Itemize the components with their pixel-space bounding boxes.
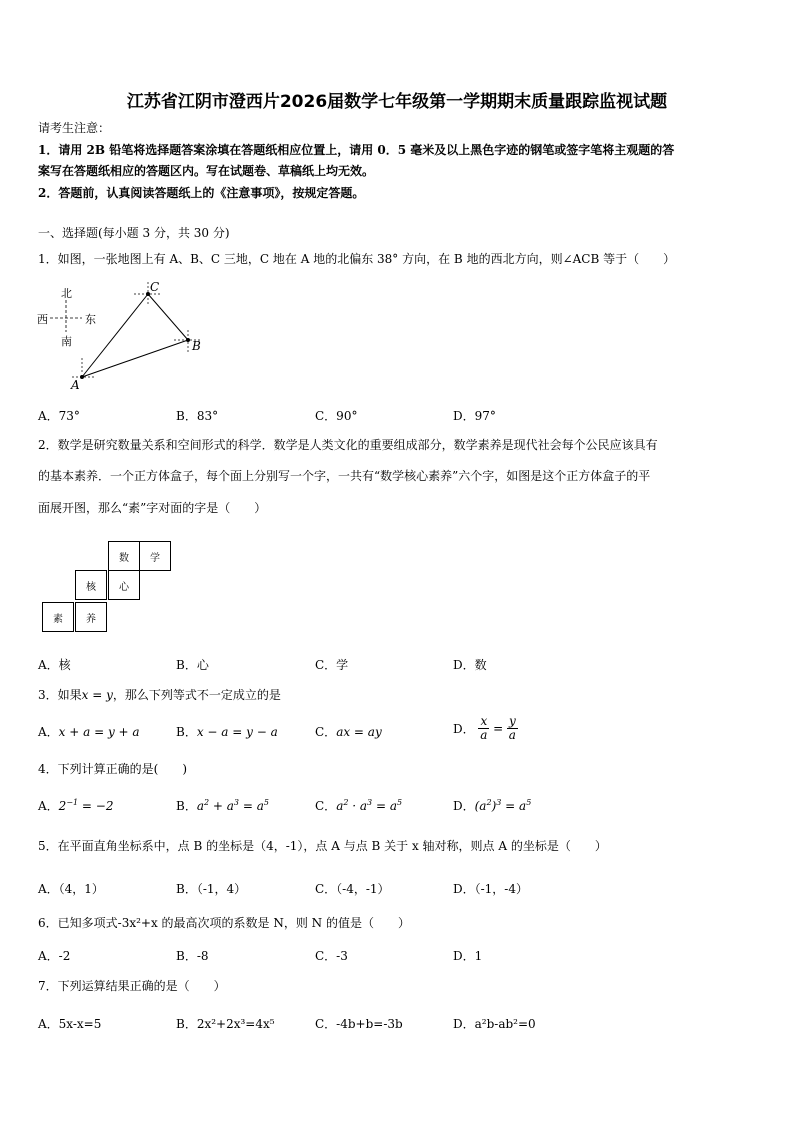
q1-stem: 1．如图，一张地图上有 A、B、C 三地，C 地在 A 地的北偏东 38° 方向，在 B 地的西北方向，则∠ACB 等于（ ） xyxy=(38,252,676,266)
q4-c-e2: 3 xyxy=(367,798,373,807)
q2-option-c[interactable]: C．学 xyxy=(315,658,349,672)
q3-stem-prefix: 3．如果 xyxy=(38,688,82,702)
q4-option-c-label: C． xyxy=(315,799,337,813)
q4-c-e1: 2 xyxy=(343,798,349,807)
q4-c-t1: a xyxy=(336,799,344,813)
q4-option-b[interactable] xyxy=(176,797,269,814)
q4-c-t2: · a xyxy=(348,799,368,813)
q6-option-d[interactable]: D．1 xyxy=(453,949,483,963)
q4-d-t3: = a xyxy=(501,799,527,813)
q3-frac-left-num: x xyxy=(480,714,488,728)
compass-south-label: 南 xyxy=(61,335,72,348)
label-c: C xyxy=(150,280,160,294)
notice-item-1-line-2: 案写在答题纸相应的答题区内。写在试题卷、草稿纸上均无效。 xyxy=(38,164,375,178)
q3-option-d-label: D． xyxy=(453,722,475,736)
q7-option-b[interactable]: B．2x²+2x³=4x⁵ xyxy=(176,1017,275,1031)
q1-option-c[interactable]: C．90° xyxy=(315,409,358,423)
q7-option-c[interactable]: C．-4b+b=-3b xyxy=(315,1017,403,1031)
page-title: 江苏省江阴市澄西片2026届数学七年级第一学期期末质量跟踪监视试题 xyxy=(126,92,668,112)
q7-option-d[interactable]: D．a²b-ab²=0 xyxy=(453,1017,536,1031)
q4-d-e3: 5 xyxy=(526,798,532,807)
label-a: A xyxy=(71,378,80,392)
q4-b-t1: a xyxy=(196,799,204,813)
point-b xyxy=(186,338,190,342)
q3-frac-right-den: a xyxy=(508,728,516,742)
q4-a-exp: −1 xyxy=(66,798,79,807)
q3-stem-suffix: ，那么下列等式不一定成立的是 xyxy=(112,688,281,702)
label-b: B xyxy=(192,339,201,353)
point-a xyxy=(80,375,84,379)
q6-option-c[interactable]: C．-3 xyxy=(315,949,348,963)
q3-fraction-right xyxy=(507,715,518,742)
q6-option-a[interactable]: A．-2 xyxy=(38,949,71,963)
q2-option-d[interactable]: D．数 xyxy=(453,658,487,672)
q3-option-c-expr: ax = ay xyxy=(336,725,382,739)
compass-east-label: 东 xyxy=(85,313,96,326)
q2-stem-line-1: 2．数学是研究数量关系和空间形式的科学．数学是人类文化的重要组成部分，数学素养是现代社会每个公民应该具有 xyxy=(38,438,658,452)
q5-option-c[interactable]: C．（-4，-1） xyxy=(315,882,390,896)
q4-option-a[interactable] xyxy=(38,797,113,814)
net-cell-5: 素 xyxy=(42,602,74,632)
q3-option-a-label: A． xyxy=(38,725,59,739)
q2-option-b[interactable]: B．心 xyxy=(176,658,209,672)
q3-option-a-expr: x + a = y + a xyxy=(58,725,140,739)
q1-option-d[interactable]: D．97° xyxy=(453,409,496,423)
segment-cb xyxy=(148,294,188,340)
q4-option-c[interactable] xyxy=(315,797,402,814)
q7-stem: 7．下列运算结果正确的是（ ） xyxy=(38,979,226,993)
q4-c-e3: 5 xyxy=(396,798,403,807)
net-cell-1: 数 xyxy=(108,541,140,571)
section-heading: 一、选择题(每小题 3 分，共 30 分) xyxy=(38,226,230,240)
q3-option-b-expr: x − a = y − a xyxy=(196,725,278,739)
q4-option-b-label: B． xyxy=(176,799,197,813)
q4-stem: 4．下列计算正确的是( ) xyxy=(38,762,187,776)
notice-heading: 请考生注意： xyxy=(38,121,111,135)
q3-option-c-label: C． xyxy=(315,725,337,739)
net-cell-3: 核 xyxy=(75,570,107,600)
q4-d-close: ) xyxy=(491,799,497,813)
q7-option-a[interactable]: A．5x-x=5 xyxy=(38,1017,102,1031)
q5-option-d[interactable]: D．（-1，-4） xyxy=(453,882,529,896)
q4-b-e2: 3 xyxy=(233,798,240,807)
segment-ac xyxy=(82,294,148,377)
q4-c-t3: = a xyxy=(372,799,397,813)
q1-option-b[interactable]: B．83° xyxy=(176,409,219,423)
q3-option-c[interactable] xyxy=(315,723,382,740)
q5-option-b[interactable]: B．（-1，4） xyxy=(176,882,247,896)
q4-b-e3: 5 xyxy=(263,798,269,807)
q4-a-rest: = −2 xyxy=(78,799,114,813)
q3-frac-right-num: y xyxy=(508,714,516,728)
q3-frac-eq: = xyxy=(493,721,504,736)
notice-item-2: 2．答题前，认真阅读答题纸上的《注意事项》，按规定答题。 xyxy=(38,186,365,200)
q4-b-t3: = a xyxy=(239,799,264,813)
segment-ab xyxy=(82,340,188,377)
q4-option-d-label: D． xyxy=(453,799,475,813)
q4-option-a-label: A． xyxy=(38,799,59,813)
q4-d-e2: 3 xyxy=(496,798,502,807)
q4-d-open: (a xyxy=(474,799,487,813)
q5-option-a[interactable]: A．（4，1） xyxy=(38,882,104,896)
q4-option-b-expr xyxy=(197,799,269,813)
q6-stem: 6．已知多项式-3x²+x 的最高次项的系数是 N，则 N 的值是（ ） xyxy=(38,916,410,930)
net-cell-4: 心 xyxy=(108,570,140,600)
q3-option-b-label: B． xyxy=(176,725,197,739)
q4-b-t2: + a xyxy=(209,799,234,813)
q4-option-d-expr xyxy=(475,799,532,813)
q3-frac-left-den: a xyxy=(480,728,488,742)
q4-option-a-expr xyxy=(59,799,114,813)
net-cell-6: 养 xyxy=(75,602,107,632)
q1-option-a[interactable]: A．73° xyxy=(38,409,80,423)
compass-west-label: 西 xyxy=(37,313,48,326)
q4-d-e1: 2 xyxy=(486,798,492,807)
q2-stem-line-3: 面展开图，那么“素”字对面的字是（ ） xyxy=(38,501,267,515)
q2-option-a[interactable]: A．核 xyxy=(38,658,71,672)
q3-option-a[interactable] xyxy=(38,723,140,740)
q3-stem-condition: x = y xyxy=(81,688,113,702)
q5-stem: 5．在平面直角坐标系中，点 B 的坐标是（4，-1），点 A 与点 B 关于 x 轴对称，则点 A 的坐标是（ ） xyxy=(38,839,607,853)
q6-option-b[interactable]: B．-8 xyxy=(176,949,209,963)
net-cell-2: 学 xyxy=(139,541,171,571)
compass-north-label: 北 xyxy=(61,287,72,300)
q3-option-b[interactable] xyxy=(176,723,278,740)
q2-stem-line-2: 的基本素养．一个正方体盒子，每个面上分别写一个字，一共有“数学核心素养”六个字，如图是这个正方体盒子的平 xyxy=(38,469,651,483)
q4-a-base: 2 xyxy=(58,799,67,813)
q3-option-d[interactable] xyxy=(453,715,518,742)
q3-fraction-left xyxy=(478,715,489,742)
q4-option-d[interactable] xyxy=(453,797,531,814)
q4-option-c-expr xyxy=(336,799,402,813)
q4-b-e1: 2 xyxy=(203,798,210,807)
q3-stem xyxy=(38,687,281,703)
notice-item-1-line-1: 1．请用 2B 铅笔将选择题答案涂填在答题纸相应位置上，请用 0．5 毫米及以上黑色字迹的钢笔或签字笔将主观题的答 xyxy=(38,143,675,157)
